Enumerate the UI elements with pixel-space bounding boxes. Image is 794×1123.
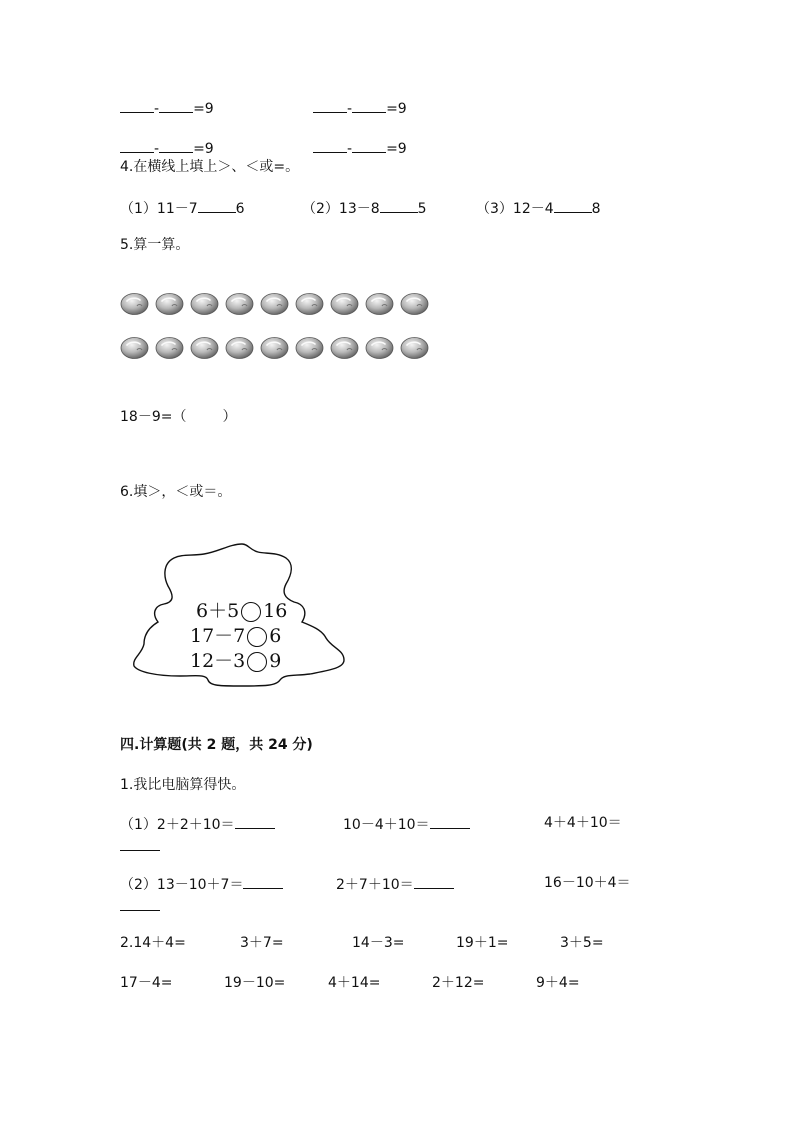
bean-icon xyxy=(295,336,324,360)
bean-icon xyxy=(260,336,289,360)
compare-circle[interactable] xyxy=(241,602,261,622)
s4-q2-r2-2: 4＋14= xyxy=(328,975,381,991)
bean-icon xyxy=(400,336,429,360)
s4-q2-r2-3: 2＋12= xyxy=(432,975,485,991)
blank[interactable] xyxy=(120,140,154,153)
bean-icon xyxy=(260,292,289,316)
blank[interactable] xyxy=(159,100,193,113)
blank[interactable] xyxy=(120,100,154,113)
fill-row-1-left: - =9 xyxy=(120,100,214,116)
bean-icon xyxy=(365,336,394,360)
bean-icon xyxy=(330,292,359,316)
s4-q2-r2-1: 19－10= xyxy=(224,975,286,991)
fill-row-2-left: - =9 xyxy=(120,140,214,156)
blank[interactable] xyxy=(554,200,592,213)
q6-line-1: 6＋5 16 xyxy=(196,600,288,622)
fill-row-1-right: - =9 xyxy=(313,100,407,116)
bean-icon xyxy=(400,292,429,316)
bean-icon xyxy=(120,292,149,316)
blank[interactable] xyxy=(430,816,470,829)
q5-title: 5.算一算。 xyxy=(120,237,190,253)
s4-q1-row1-c-blank[interactable] xyxy=(120,840,160,851)
blank[interactable] xyxy=(380,200,418,213)
bean-icon xyxy=(190,336,219,360)
s4-q1-row1-a: （1）2＋2＋10＝ xyxy=(120,816,275,832)
blank[interactable] xyxy=(198,200,236,213)
s4-q1-row2-c-blank[interactable] xyxy=(120,900,160,911)
blank[interactable] xyxy=(159,140,193,153)
bean-row xyxy=(120,336,429,360)
bean-icon xyxy=(155,336,184,360)
q4-item-1: （1）11－7 6 xyxy=(120,201,245,217)
bean-icon xyxy=(120,336,149,360)
bean-icon xyxy=(365,292,394,316)
compare-circle[interactable] xyxy=(247,652,267,672)
bean-icon xyxy=(190,292,219,316)
q6-title: 6.填＞，＜或＝。 xyxy=(120,484,232,500)
s4-q2-r2-4: 9＋4= xyxy=(536,975,580,991)
bean-icon xyxy=(225,336,254,360)
s4-q1-title: 1.我比电脑算得快。 xyxy=(120,777,246,793)
q6-line-2: 17－7 6 xyxy=(190,625,282,647)
s4-q1-row2-b: 2＋7＋10＝ xyxy=(336,876,454,892)
bean-row xyxy=(120,292,429,316)
blank[interactable] xyxy=(414,876,454,889)
s4-q1-row1-c: 4＋4＋10＝ xyxy=(544,815,622,831)
blank[interactable] xyxy=(243,876,283,889)
s4-q2-r1-3: 19＋1= xyxy=(456,935,509,951)
s4-q1-row2-a: （2）13－10＋7＝ xyxy=(120,876,283,892)
bean-icon xyxy=(155,292,184,316)
fill-row-2-right: - =9 xyxy=(313,140,407,156)
blank[interactable] xyxy=(235,816,275,829)
compare-circle[interactable] xyxy=(247,627,267,647)
bean-icon xyxy=(225,292,254,316)
s4-q2-r1-4: 3＋5= xyxy=(560,935,604,951)
q5-equation: 18－9=（ ） xyxy=(120,409,237,425)
section-4-title: 四.计算题(共 2 题，共 24 分) xyxy=(120,737,313,753)
s4-q2-r1-2: 14－3= xyxy=(352,935,405,951)
q4-item-2: （2）13－8 5 xyxy=(302,201,427,217)
q6-line-3: 12－3 9 xyxy=(190,650,282,672)
s4-q1-row1-b: 10－4＋10＝ xyxy=(343,816,470,832)
bean-icon xyxy=(330,336,359,360)
blank[interactable] xyxy=(313,140,347,153)
s4-q2-r1-0: 2.14＋4= xyxy=(120,935,186,951)
bean-icon xyxy=(295,292,324,316)
s4-q2-r2-0: 17－4= xyxy=(120,975,173,991)
blank[interactable] xyxy=(313,100,347,113)
q4-title: 4.在横线上填上＞、＜或=。 xyxy=(120,159,300,175)
s4-q2-r1-1: 3＋7= xyxy=(240,935,284,951)
s4-q1-row2-c: 16－10＋4＝ xyxy=(544,875,631,891)
blank[interactable] xyxy=(352,100,386,113)
blank[interactable] xyxy=(352,140,386,153)
q4-item-3: （3）12－4 8 xyxy=(476,201,601,217)
